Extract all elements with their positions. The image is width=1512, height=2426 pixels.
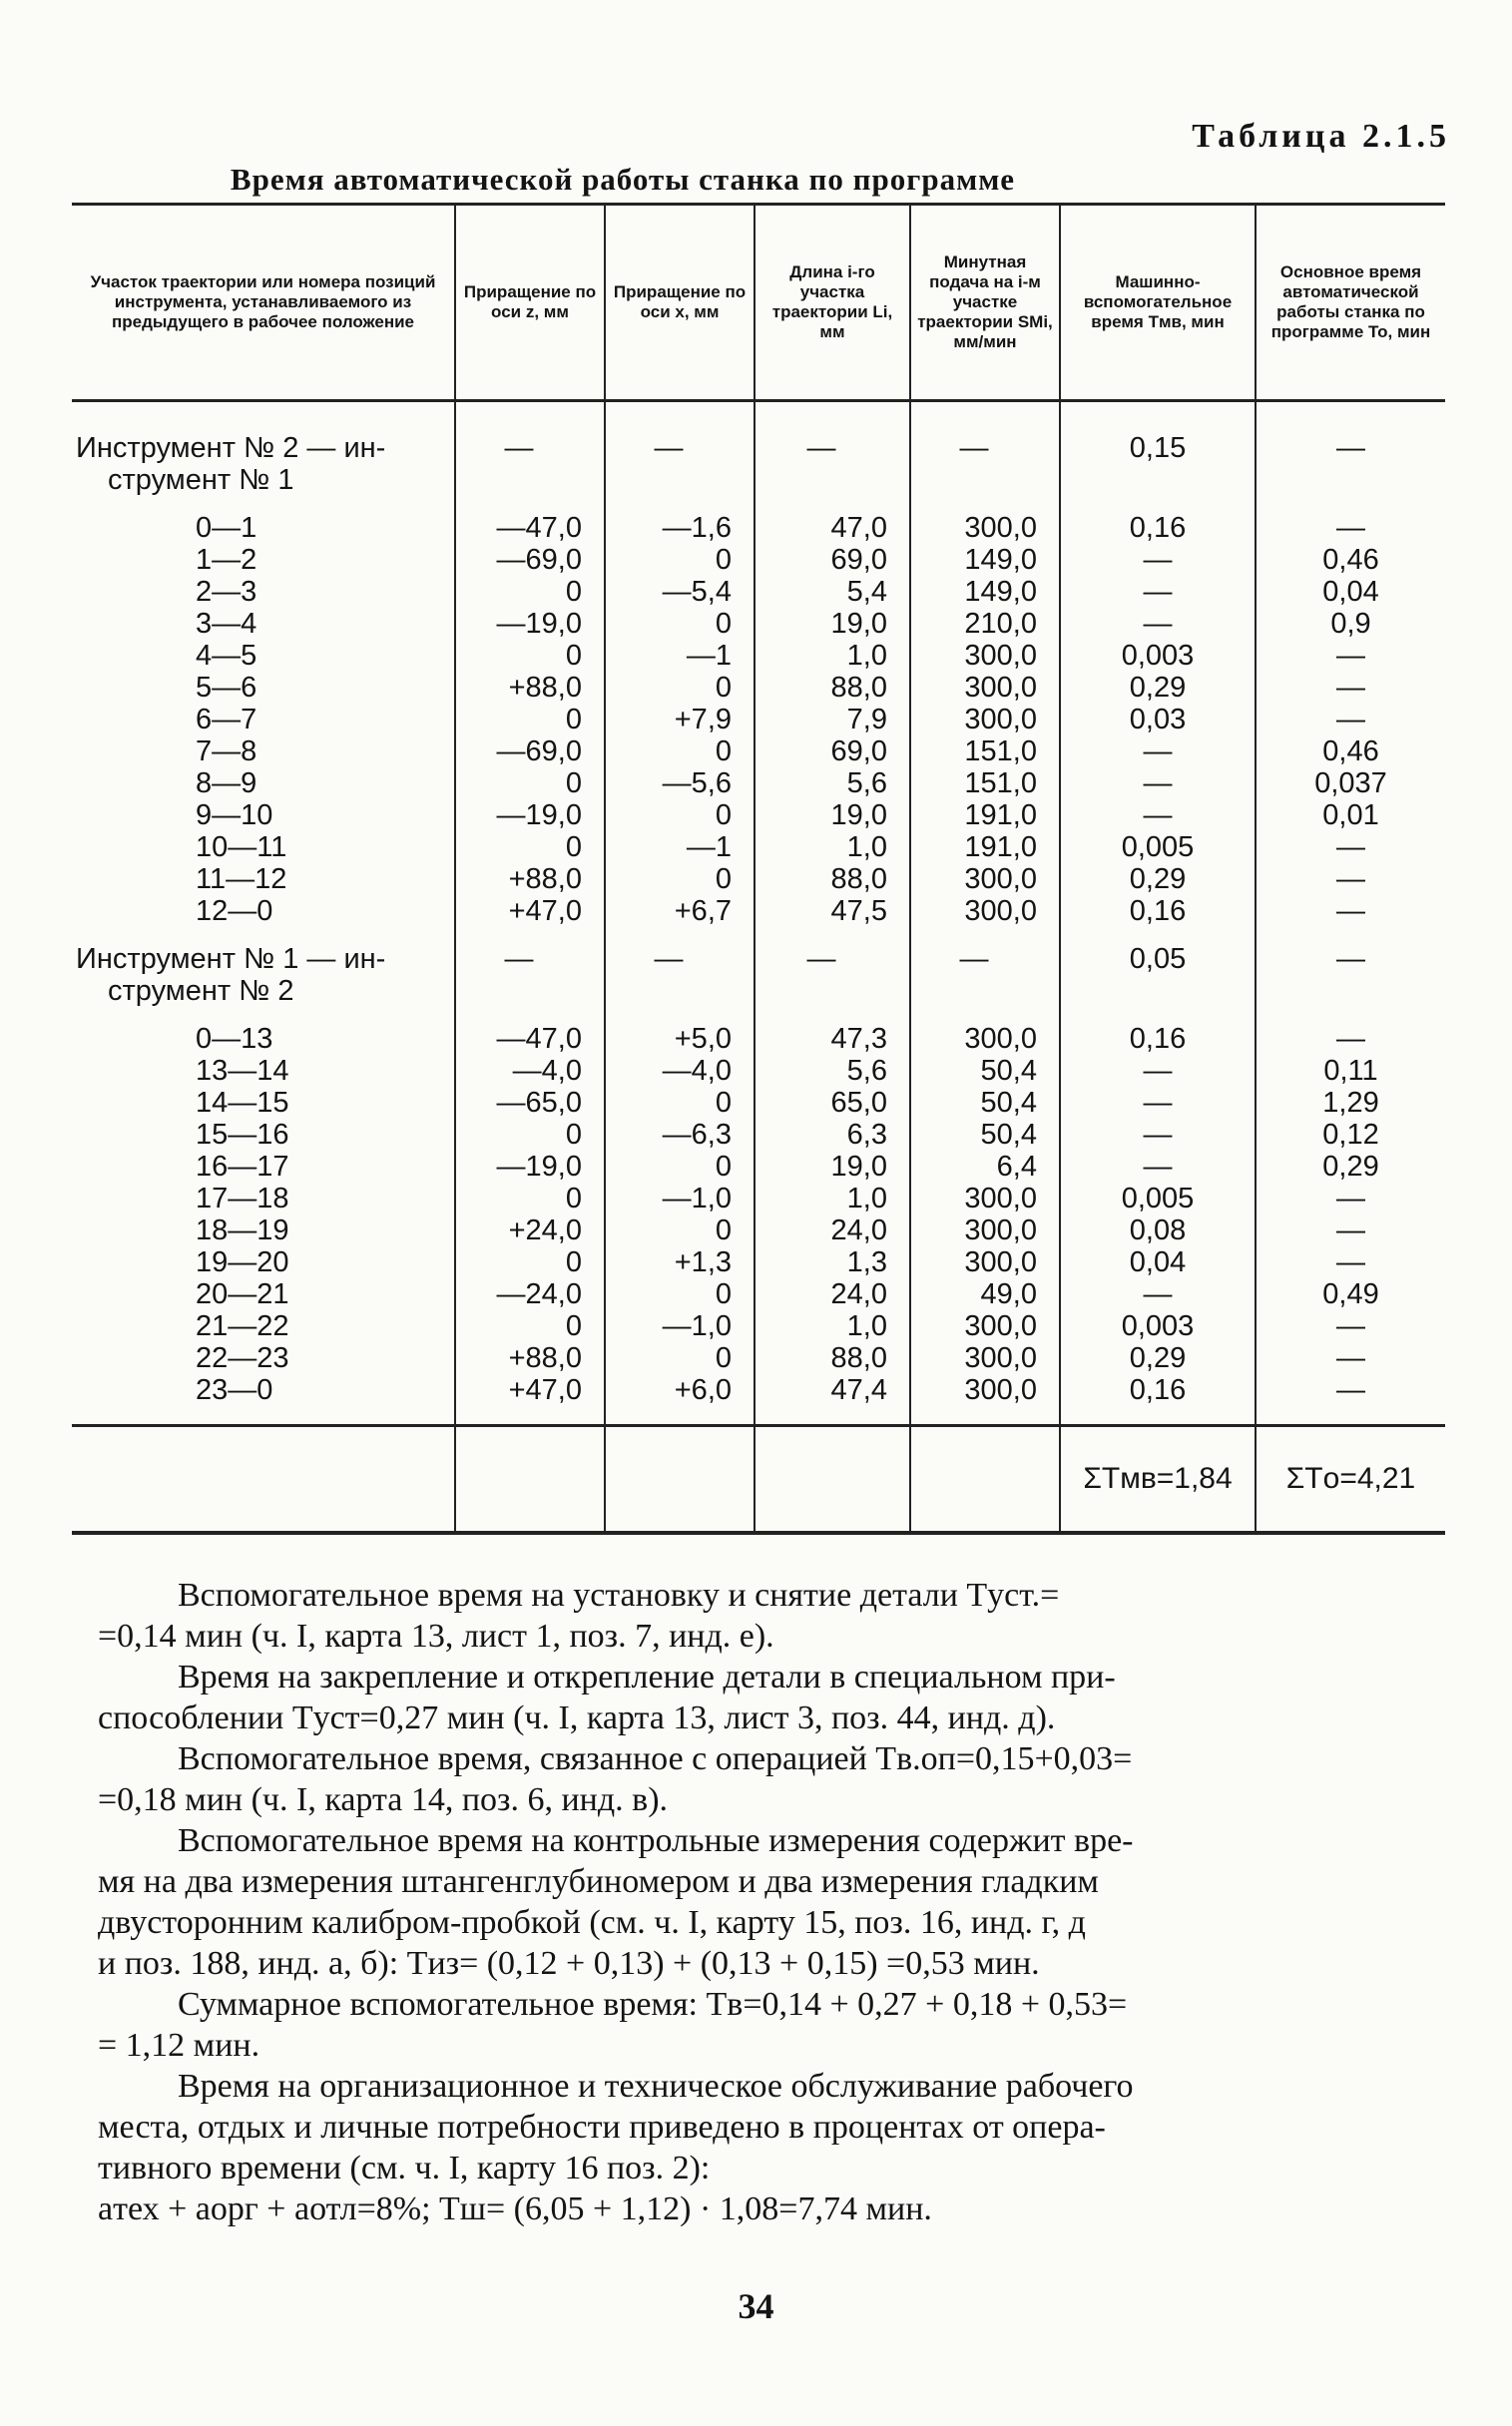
to-cell: —: [1336, 1023, 1365, 1055]
text-line: Вспомогательное время на контрольные измерения содержит вре-: [178, 1822, 1134, 1859]
to-cell: —: [1336, 1342, 1365, 1374]
row-gap: [72, 496, 454, 512]
dx-cell: —5,6: [662, 767, 732, 799]
row-gap: [1257, 496, 1445, 512]
feed-cell: 149,0: [964, 544, 1037, 576]
tmv-cell: —: [1143, 1278, 1173, 1310]
tmv-cell: —: [1143, 799, 1173, 831]
dz-cell: +88,0: [508, 863, 582, 895]
group-value: —: [959, 943, 989, 975]
feed-cell: 300,0: [964, 1246, 1037, 1278]
sum-empty: [755, 1426, 910, 1534]
feed-cell: 300,0: [964, 1183, 1037, 1214]
segment-cell: 3—4: [196, 608, 257, 640]
length-cell: 19,0: [830, 799, 887, 831]
group-value: —: [654, 432, 684, 464]
tmv-cell: 0,29: [1129, 863, 1187, 895]
dx-cell: +7,9: [674, 704, 732, 735]
header-length: Длина i-го участка траектории Li, мм: [755, 205, 910, 401]
tmv-cell: 0,16: [1129, 895, 1187, 927]
feed-cell: 191,0: [964, 799, 1037, 831]
text-line: тивного времени (см. ч. I, карту 16 поз. 2):: [98, 2150, 711, 2186]
dz-cell: +88,0: [508, 1342, 582, 1374]
row-gap: [72, 1007, 454, 1023]
segment-cell: 18—19: [196, 1214, 289, 1246]
dz-cell: —19,0: [496, 799, 582, 831]
length-cell: 47,0: [830, 512, 887, 544]
dx-cell: 0: [715, 544, 732, 576]
group-value: —: [806, 432, 836, 464]
length-cell: 47,4: [830, 1374, 887, 1406]
segment-cell: 20—21: [196, 1278, 289, 1310]
feed-cell: 151,0: [964, 767, 1037, 799]
header-dx: Приращение по оси x, мм: [605, 205, 755, 401]
dz-cell: +47,0: [508, 1374, 582, 1406]
tmv-cell: 0,04: [1129, 1246, 1187, 1278]
group-value: —: [959, 432, 989, 464]
row-gap: [756, 1007, 887, 1023]
segment-cell: 15—16: [196, 1119, 289, 1151]
table-title: Время автоматической работы станка по программе: [230, 162, 1016, 197]
to-cell: 0,037: [1314, 767, 1387, 799]
tmv-column: [1060, 401, 1256, 1426]
to-cell: 0,11: [1323, 1055, 1378, 1087]
text-line: Вспомогательное время, связанное с операцией Tв.оп=0,15+0,03=: [178, 1740, 1133, 1777]
blank-line: [606, 975, 732, 1007]
length-cell: 1,0: [846, 1310, 887, 1342]
tmv-cell: 0,16: [1129, 1374, 1187, 1406]
text-line: = 1,12 мин.: [98, 2027, 260, 2064]
header-tmv: Машинно-вспомогательное время Tмв, мин: [1060, 205, 1256, 401]
header-feed: Минутная подача на i-м участке траектории SMi, мм/мин: [910, 205, 1060, 401]
dz-cell: +88,0: [508, 672, 582, 704]
feed-cell: 300,0: [964, 1342, 1037, 1374]
group-value: —: [1336, 943, 1365, 975]
length-cell: 19,0: [830, 1151, 887, 1183]
row-gap: [606, 927, 732, 943]
segment-cell: 21—22: [196, 1310, 289, 1342]
to-cell: —: [1336, 1246, 1365, 1278]
text-line: =0,14 мин (ч. I, карта 13, лист 1, поз. 7, инд. е).: [98, 1618, 774, 1655]
blank-line: [911, 975, 1037, 1007]
length-cell: 24,0: [830, 1278, 887, 1310]
tmv-cell: —: [1143, 1087, 1173, 1119]
blank-line: [756, 464, 887, 496]
dz-cell: —24,0: [496, 1278, 582, 1310]
sum-empty: [605, 1426, 755, 1534]
to-cell: 0,04: [1322, 576, 1379, 608]
length-cell: 5,4: [846, 576, 887, 608]
to-cell: 0,12: [1322, 1119, 1379, 1151]
blank-line: [1061, 464, 1255, 496]
feed-cell: 300,0: [964, 704, 1037, 735]
dz-cell: +47,0: [508, 895, 582, 927]
segment-cell: 11—12: [196, 863, 287, 895]
to-cell: —: [1336, 895, 1365, 927]
length-cell: 47,5: [830, 895, 887, 927]
group-value: —: [806, 943, 836, 975]
feed-cell: 300,0: [964, 1023, 1037, 1055]
feed-cell: 50,4: [980, 1119, 1037, 1151]
tmv-cell: —: [1143, 1055, 1173, 1087]
segment-cell: 19—20: [196, 1246, 289, 1278]
blank-line: [1257, 464, 1445, 496]
to-cell: —: [1336, 1310, 1365, 1342]
to-cell: 0,46: [1322, 544, 1379, 576]
length-cell: 1,0: [846, 640, 887, 672]
blank-line: [911, 464, 1037, 496]
sum-row: [72, 1426, 1445, 1534]
length-cell: 69,0: [830, 544, 887, 576]
dz-cell: 0: [565, 640, 582, 672]
text-line: места, отдых и личные потребности приведено в процентах от опера-: [98, 2109, 1106, 2146]
feed-cell: 49,0: [980, 1278, 1037, 1310]
dx-cell: 0: [715, 1151, 732, 1183]
dx-cell: 0: [715, 1087, 732, 1119]
feed-cell: 300,0: [964, 512, 1037, 544]
blank-line: [756, 975, 887, 1007]
segment-cell: 17—18: [196, 1183, 289, 1214]
segment-cell: 4—5: [196, 640, 257, 672]
dz-cell: 0: [565, 831, 582, 863]
row-gap: [606, 496, 732, 512]
to-cell: —: [1336, 640, 1365, 672]
group-value: 0,05: [1129, 943, 1187, 975]
segment-cell: 12—0: [196, 895, 273, 927]
group-label: струмент № 1: [108, 464, 294, 496]
length-cell: 69,0: [830, 735, 887, 767]
table-header-row: [72, 205, 1445, 401]
sum-empty: [72, 1426, 455, 1534]
text-line: мя на два измерения штангенглубиномером и два измерения гладким: [98, 1863, 1099, 1900]
tmv-cell: 0,16: [1129, 512, 1187, 544]
tmv-cell: 0,003: [1121, 1310, 1195, 1342]
to-cell: —: [1336, 1183, 1365, 1214]
to-cell: 1,29: [1322, 1087, 1379, 1119]
feed-cell: 300,0: [964, 1214, 1037, 1246]
group-value: —: [504, 943, 534, 975]
length-cell: 47,3: [830, 1023, 887, 1055]
blank-line: [456, 975, 582, 1007]
text-line: Вспомогательное время на установку и снятие детали Tуст.=: [178, 1577, 1060, 1614]
table-body-row: [72, 401, 1445, 1426]
feed-cell: 300,0: [964, 1310, 1037, 1342]
dz-cell: 0: [565, 1310, 582, 1342]
feed-cell: 300,0: [964, 640, 1037, 672]
to-cell: 0,01: [1322, 799, 1379, 831]
dx-cell: 0: [715, 672, 732, 704]
to-cell: 0,29: [1322, 1151, 1379, 1183]
blank-line: [1257, 975, 1445, 1007]
row-gap: [1061, 927, 1255, 943]
to-cell: —: [1336, 672, 1365, 704]
length-cell: 1,0: [846, 831, 887, 863]
row-gap: [911, 1007, 1037, 1023]
dz-cell: 0: [565, 767, 582, 799]
segment-cell: 14—15: [196, 1087, 289, 1119]
group-label: Инструмент № 1 — ин-: [76, 943, 386, 975]
dx-cell: +5,0: [674, 1023, 732, 1055]
sum-tmv: ΣTмв=1,84: [1060, 1426, 1256, 1534]
dx-cell: 0: [715, 1342, 732, 1374]
segment-cell: 0—1: [196, 512, 257, 544]
dx-cell: —1,6: [662, 512, 732, 544]
row-gap: [456, 1007, 582, 1023]
dz-cell: —69,0: [496, 735, 582, 767]
feed-cell: 300,0: [964, 895, 1037, 927]
feed-cell: 300,0: [964, 672, 1037, 704]
row-gap: [756, 496, 887, 512]
segment-cell: 10—11: [196, 831, 287, 863]
segment-cell: 23—0: [196, 1374, 273, 1406]
dz-cell: —47,0: [496, 512, 582, 544]
length-cell: 88,0: [830, 863, 887, 895]
segment-cell: 6—7: [196, 704, 257, 735]
dx-column: [605, 401, 755, 1426]
length-cell: 5,6: [846, 1055, 887, 1087]
dx-cell: +6,7: [674, 895, 732, 927]
segment-cell: 16—17: [196, 1151, 289, 1183]
tmv-cell: —: [1143, 1119, 1173, 1151]
tmv-cell: 0,29: [1129, 1342, 1187, 1374]
text-line: Время на закрепление и открепление детали в специальном при-: [178, 1659, 1116, 1696]
feed-cell: 50,4: [980, 1055, 1037, 1087]
feed-cell: 210,0: [964, 608, 1037, 640]
feed-cell: 300,0: [964, 863, 1037, 895]
row-gap: [456, 496, 582, 512]
dz-cell: 0: [565, 1183, 582, 1214]
feed-column: [910, 401, 1060, 1426]
group-value: 0,15: [1129, 432, 1187, 464]
dz-cell: +24,0: [508, 1214, 582, 1246]
dz-cell: 0: [565, 1119, 582, 1151]
to-cell: —: [1336, 512, 1365, 544]
segment-cell: 9—10: [196, 799, 273, 831]
dz-cell: —19,0: [496, 1151, 582, 1183]
tmv-cell: —: [1143, 608, 1173, 640]
sum-empty: [910, 1426, 1060, 1534]
dx-cell: 0: [715, 799, 732, 831]
text-line: и поз. 188, инд. а, б): Tиз= (0,12 + 0,13) + (0,13 + 0,15) =0,53 мин.: [98, 1945, 1040, 1982]
length-cell: 1,3: [846, 1246, 887, 1278]
row-gap: [1061, 496, 1255, 512]
group-value: —: [504, 432, 534, 464]
segment-cell: 8—9: [196, 767, 257, 799]
to-cell: —: [1336, 1374, 1365, 1406]
dx-cell: —1,0: [662, 1310, 732, 1342]
blank-line: [1061, 975, 1255, 1007]
tmv-cell: 0,005: [1121, 1183, 1195, 1214]
segment-cell: 5—6: [196, 672, 257, 704]
text-line: =0,18 мин (ч. I, карта 14, поз. 6, инд. в).: [98, 1781, 669, 1818]
header-dz: Приращение по оси z, мм: [455, 205, 605, 401]
dz-cell: —19,0: [496, 608, 582, 640]
dx-cell: +1,3: [674, 1246, 732, 1278]
tmv-cell: —: [1143, 735, 1173, 767]
feed-cell: 191,0: [964, 831, 1037, 863]
dx-cell: —1,0: [662, 1183, 732, 1214]
tmv-cell: —: [1143, 576, 1173, 608]
row-gap: [911, 496, 1037, 512]
sum-to: ΣTо=4,21: [1256, 1426, 1445, 1534]
header-to: Основное время автоматической работы станка по программе To, мин: [1256, 205, 1445, 401]
row-gap: [1257, 927, 1445, 943]
dx-cell: 0: [715, 1278, 732, 1310]
tmv-cell: 0,003: [1121, 640, 1195, 672]
dx-cell: 0: [715, 608, 732, 640]
dx-cell: —1: [686, 831, 732, 863]
segment-cell: 22—23: [196, 1342, 289, 1374]
to-cell: 0,9: [1330, 608, 1371, 640]
segment-cell: 0—13: [196, 1023, 273, 1055]
dz-cell: —65,0: [496, 1087, 582, 1119]
segment-cell: 7—8: [196, 735, 257, 767]
tmv-cell: 0,005: [1121, 831, 1195, 863]
segment-cell: 13—14: [196, 1055, 289, 1087]
dx-cell: —6,3: [662, 1119, 732, 1151]
to-cell: —: [1336, 863, 1365, 895]
row-gap: [72, 927, 454, 943]
tmv-cell: 0,03: [1129, 704, 1187, 735]
to-cell: —: [1336, 831, 1365, 863]
row-gap: [1061, 1007, 1255, 1023]
tmv-cell: —: [1143, 767, 1173, 799]
to-cell: —: [1336, 704, 1365, 735]
tmv-cell: 0,16: [1129, 1023, 1187, 1055]
header-segment: Участок траектории или номера позиций инструмента, устанавливаемого из предыдущего в рабочее положение: [72, 205, 455, 401]
feed-cell: 149,0: [964, 576, 1037, 608]
blank-line: [456, 464, 582, 496]
row-gap: [911, 927, 1037, 943]
segment-cell: 1—2: [196, 544, 257, 576]
feed-cell: 6,4: [996, 1151, 1037, 1183]
blank-line: [606, 464, 732, 496]
segment-cell: 2—3: [196, 576, 257, 608]
group-value: —: [1336, 432, 1365, 464]
dz-cell: 0: [565, 1246, 582, 1278]
table-number: Таблица 2.1.5: [1192, 118, 1450, 155]
group-label: Инструмент № 2 — ин-: [76, 432, 386, 464]
body-text: [98, 1575, 1441, 2229]
feed-cell: 151,0: [964, 735, 1037, 767]
segment-column: [72, 401, 455, 1426]
dx-cell: —4,0: [662, 1055, 732, 1087]
group-label: струмент № 2: [108, 975, 294, 1007]
dz-cell: —47,0: [496, 1023, 582, 1055]
length-cell: 1,0: [846, 1183, 887, 1214]
dx-cell: —5,4: [662, 576, 732, 608]
page-number: 34: [738, 2286, 774, 2326]
dz-column: [455, 401, 605, 1426]
length-cell: 65,0: [830, 1087, 887, 1119]
dx-cell: 0: [715, 1214, 732, 1246]
text-line: способлении Tуст=0,27 мин (ч. I, карта 13, лист 3, поз. 44, инд. д).: [98, 1699, 1056, 1736]
dx-cell: +6,0: [674, 1374, 732, 1406]
machining-time-table: [72, 203, 1445, 1535]
tmv-cell: 0,29: [1129, 672, 1187, 704]
dx-cell: —1: [686, 640, 732, 672]
text-line: aтех + aорг + aотл=8%; Tш= (6,05 + 1,12) · 1,08=7,74 мин.: [98, 2190, 932, 2227]
dz-cell: —69,0: [496, 544, 582, 576]
tmv-cell: —: [1143, 544, 1173, 576]
row-gap: [756, 927, 887, 943]
tmv-cell: —: [1143, 1151, 1173, 1183]
text-line: двусторонним калибром-пробкой (см. ч. I, карту 15, поз. 16, инд. г, д: [98, 1904, 1086, 1941]
dx-cell: 0: [715, 735, 732, 767]
length-cell: 7,9: [846, 704, 887, 735]
dz-cell: 0: [565, 576, 582, 608]
length-cell: 88,0: [830, 1342, 887, 1374]
to-cell: —: [1336, 1214, 1365, 1246]
group-value: —: [654, 943, 684, 975]
row-gap: [1257, 1007, 1445, 1023]
length-cell: 6,3: [846, 1119, 887, 1151]
dz-cell: 0: [565, 704, 582, 735]
tmv-cell: 0,08: [1129, 1214, 1187, 1246]
length-cell: 88,0: [830, 672, 887, 704]
length-cell: 19,0: [830, 608, 887, 640]
text-line: Суммарное вспомогательное время: Tв=0,14 + 0,27 + 0,18 + 0,53=: [178, 1986, 1128, 2023]
length-cell: 5,6: [846, 767, 887, 799]
row-gap: [606, 1007, 732, 1023]
sum-empty: [455, 1426, 605, 1534]
text-line: Время на организационное и техническое обслуживание рабочего: [178, 2068, 1134, 2105]
to-cell: 0,46: [1322, 735, 1379, 767]
feed-cell: 50,4: [980, 1087, 1037, 1119]
row-gap: [456, 927, 582, 943]
length-cell: 24,0: [830, 1214, 887, 1246]
feed-cell: 300,0: [964, 1374, 1037, 1406]
to-cell: 0,49: [1322, 1278, 1379, 1310]
dz-cell: —4,0: [512, 1055, 582, 1087]
to-column: [1256, 401, 1445, 1426]
dx-cell: 0: [715, 863, 732, 895]
length-column: [755, 401, 910, 1426]
